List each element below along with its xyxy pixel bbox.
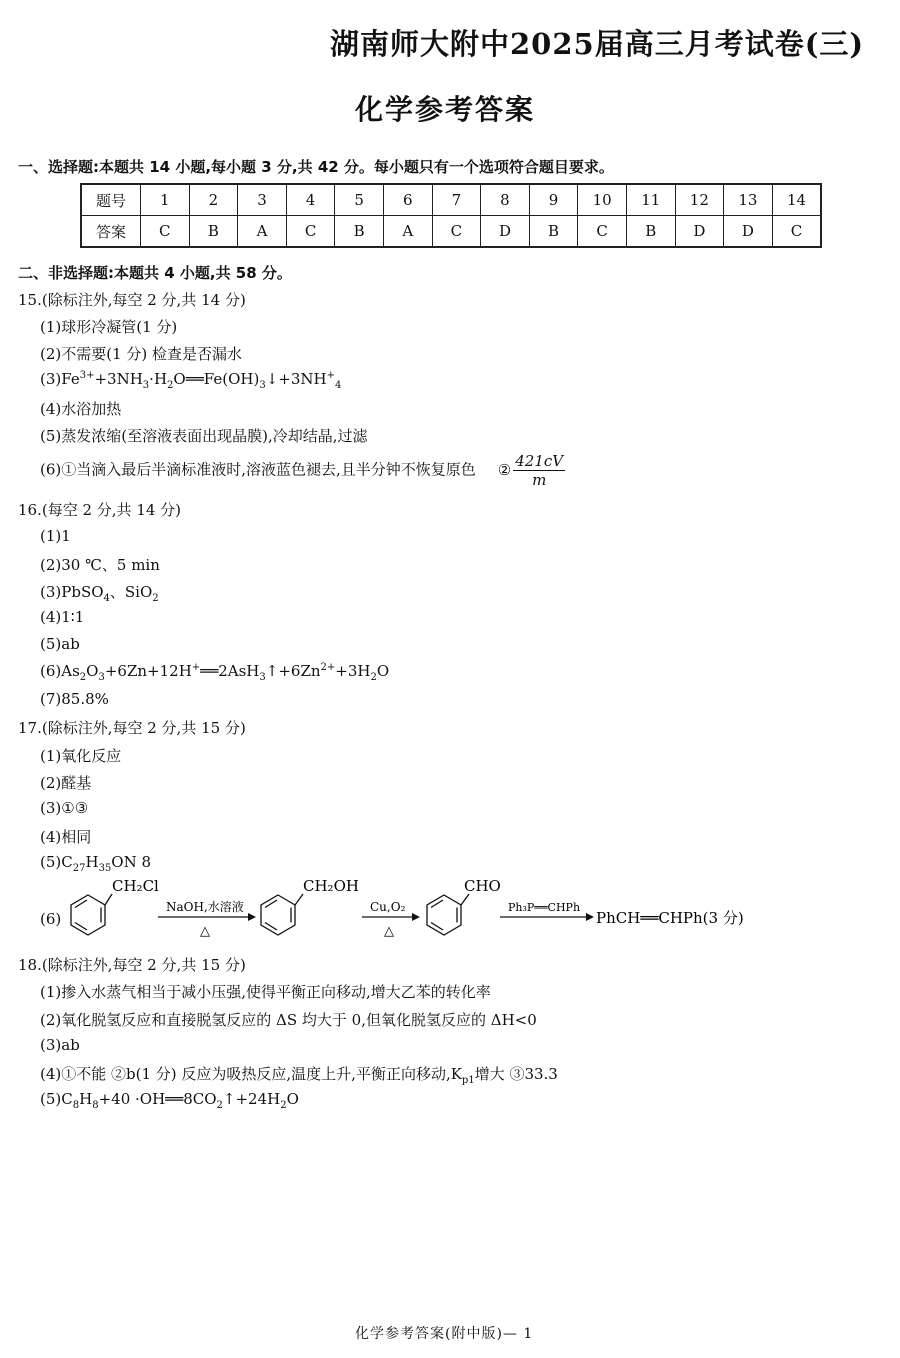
table-cell: C xyxy=(578,216,627,248)
q15-answer-5: (5)蒸发浓缩(至溶液表面出现晶膜),冷却结晶,过滤 xyxy=(40,427,368,445)
substituent-1: CH₂Cl xyxy=(112,877,159,895)
arrow-2-heat: △ xyxy=(384,924,394,939)
fraction xyxy=(513,452,565,489)
formula-sup: 2+ xyxy=(320,662,336,673)
formula-sub: 4 xyxy=(103,593,110,604)
formula-sub: 2 xyxy=(280,1100,287,1111)
table-cell: 12 xyxy=(675,184,724,216)
q17-answer-1: (1)氧化反应 xyxy=(40,747,122,765)
formula-sub: 3 xyxy=(259,672,266,683)
formula-text: (4)①不能 ②b(1 分) 反应为吸热反应,温度上升,平衡正向移动,K xyxy=(40,1065,462,1083)
formula-text: (3)Fe xyxy=(40,370,80,388)
formula-text: ══2AsH xyxy=(200,662,260,680)
table-row-label: 答案 xyxy=(81,216,141,248)
q15-answer-3 xyxy=(40,370,341,391)
table-cell: B xyxy=(626,216,675,248)
answer-table xyxy=(80,183,822,248)
table-cell: 3 xyxy=(238,184,287,216)
formula-text: +3H xyxy=(335,662,371,680)
table-cell: 1 xyxy=(141,184,190,216)
q15-answer-4: (4)水浴加热 xyxy=(40,400,122,418)
q17-answer-2: (2)醛基 xyxy=(40,774,92,792)
table-row-answers xyxy=(81,216,821,248)
table-cell: 5 xyxy=(335,184,384,216)
q15-answer-2: (2)不需要(1 分) 检查是否漏水 xyxy=(40,345,243,363)
arrow-2-condition: Cu,O₂ xyxy=(370,900,406,914)
formula-sub: 2 xyxy=(216,1100,223,1111)
q16-heading: 16.(每空 2 分,共 14 分) xyxy=(18,501,182,519)
q17-answer-6-label: (6) xyxy=(40,910,62,928)
q16-answer-2: (2)30 ℃、5 min xyxy=(40,556,160,574)
formula-sup: + xyxy=(326,370,335,381)
table-cell: 4 xyxy=(286,184,335,216)
formula-text: H xyxy=(79,1090,93,1108)
formula-text: O xyxy=(286,1090,299,1108)
formula-text: +40 ·OH══8CO xyxy=(98,1090,217,1108)
formula-text: 增大 ③33.3 xyxy=(474,1065,558,1083)
formula-sup: 3+ xyxy=(79,370,95,381)
benzene-ring-1 xyxy=(71,894,112,935)
table-cell: B xyxy=(335,216,384,248)
formula-sub: p1 xyxy=(461,1075,475,1086)
synthesis-route xyxy=(60,875,900,950)
formula-sub: 2 xyxy=(370,672,377,683)
formula-text: ·H xyxy=(149,370,168,388)
formula-sub: 3 xyxy=(142,380,150,391)
substituent-2: CH₂OH xyxy=(303,877,359,895)
q16-answer-3 xyxy=(40,581,159,604)
formula-text: +6Zn+12H xyxy=(104,662,192,680)
table-cell: C xyxy=(141,216,190,248)
formula-text: ② xyxy=(497,460,512,479)
fraction-denominator: m xyxy=(532,471,547,489)
arrow-2 xyxy=(362,913,420,921)
table-cell: 14 xyxy=(772,184,821,216)
formula-sup: + xyxy=(191,662,201,673)
formula-text: (3)PbSO xyxy=(40,583,104,601)
q17-heading: 17.(除标注外,每空 2 分,共 15 分) xyxy=(18,719,246,737)
benzene-ring-3 xyxy=(427,894,469,935)
q18-heading: 18.(除标注外,每空 2 分,共 15 分) xyxy=(18,956,246,974)
q16-answer-1: (1)1 xyxy=(40,527,71,545)
table-cell: D xyxy=(724,216,773,248)
formula-text: (5)C xyxy=(40,1090,73,1108)
formula-sub: 2 xyxy=(152,593,159,604)
table-cell: 2 xyxy=(189,184,238,216)
formula-sub: 8 xyxy=(92,1100,99,1111)
q17-answer-3: (3)①③ xyxy=(40,799,89,817)
formula-text: O══Fe(OH) xyxy=(173,370,260,388)
table-row-label: 题号 xyxy=(81,184,141,216)
formula-text: ↑+24H xyxy=(222,1090,281,1108)
formula-sub: 4 xyxy=(334,380,342,391)
table-cell: B xyxy=(529,216,578,248)
table-cell: 13 xyxy=(724,184,773,216)
formula-sub: 35 xyxy=(98,863,112,874)
formula-sub: 3 xyxy=(98,672,105,683)
table-cell: 8 xyxy=(481,184,530,216)
section2-heading: 二、非选择题:本题共 4 小题,共 58 分。 xyxy=(18,264,292,282)
q18-answer-1: (1)掺入水蒸气相当于减小压强,使得平衡正向移动,增大乙苯的转化率 xyxy=(40,983,491,1001)
q16-answer-7: (7)85.8% xyxy=(40,690,109,708)
benzene-ring-2 xyxy=(261,894,303,935)
table-cell: D xyxy=(481,216,530,248)
fraction-numerator: 421cV xyxy=(515,452,564,470)
q18-answer-5 xyxy=(40,1090,299,1111)
formula-sub: 2 xyxy=(167,380,174,391)
q17-answer-4: (4)相同 xyxy=(40,828,92,846)
q15-answer-1: (1)球形冷凝管(1 分) xyxy=(40,318,178,336)
formula-text: O xyxy=(376,662,390,680)
final-product: PhCH══CHPh(3 分) xyxy=(596,909,744,927)
substituent-3: CHO xyxy=(464,877,501,895)
table-cell: A xyxy=(238,216,287,248)
formula-text: ↓+3NH xyxy=(265,370,327,388)
arrow-3 xyxy=(500,913,594,921)
table-cell: C xyxy=(286,216,335,248)
formula-text: +3NH xyxy=(94,370,143,388)
q15-answer-6 xyxy=(40,452,565,489)
page-footer: 化学参考答案(附中版)— 1 xyxy=(355,1326,534,1342)
table-cell: D xyxy=(675,216,724,248)
q15-heading: 15.(除标注外,每空 2 分,共 14 分) xyxy=(18,291,246,309)
table-cell: C xyxy=(772,216,821,248)
formula-text: (5)C xyxy=(40,853,73,871)
table-cell: C xyxy=(432,216,481,248)
q16-answer-5: (5)ab xyxy=(40,635,80,653)
formula-text: (6)As xyxy=(40,662,80,680)
table-cell: 6 xyxy=(383,184,432,216)
formula-text: O xyxy=(86,662,99,680)
formula-text: ↑+6Zn xyxy=(265,662,321,680)
q16-answer-4: (4)1∶1 xyxy=(40,608,85,626)
q18-answer-3: (3)ab xyxy=(40,1036,80,1054)
table-cell: 7 xyxy=(432,184,481,216)
arrow-3-condition: Ph₃P══CHPh xyxy=(508,901,581,914)
formula-text: H xyxy=(85,853,99,871)
table-cell: 10 xyxy=(578,184,627,216)
arrow-1-heat: △ xyxy=(200,924,210,939)
arrow-1 xyxy=(158,913,256,921)
q16-answer-6 xyxy=(40,662,389,683)
q18-answer-4 xyxy=(40,1063,558,1086)
q18-answer-2: (2)氧化脱氢反应和直接脱氢反应的 ΔS 均大于 0,但氧化脱氢反应的 ΔH<0 xyxy=(40,1011,537,1029)
formula-text: 、SiO xyxy=(109,583,153,601)
table-cell: B xyxy=(189,216,238,248)
table-row-numbers xyxy=(81,184,821,216)
subject-title: 化学参考答案 xyxy=(355,93,536,126)
formula-sub: 2 xyxy=(79,672,87,683)
arrow-1-condition: NaOH,水溶液 xyxy=(166,900,244,914)
formula-sub: 3 xyxy=(259,380,266,391)
school-title: 湖南师大附中2025届高三月考试卷(三) xyxy=(330,27,865,61)
section1-heading: 一、选择题:本题共 14 小题,每小题 3 分,共 42 分。每小题只有一个选项符合题目要求。 xyxy=(18,158,614,176)
formula-sub: 8 xyxy=(72,1100,80,1111)
formula-sub: 27 xyxy=(72,863,86,874)
table-cell: 11 xyxy=(626,184,675,216)
formula-text: ON 8 xyxy=(111,853,152,871)
q17-answer-5 xyxy=(40,853,151,874)
formula-text: (6)①当滴入最后半滴标准液时,溶液蓝色褪去,且半分钟不恢复原色 xyxy=(40,460,476,479)
table-cell: A xyxy=(383,216,432,248)
table-cell: 9 xyxy=(529,184,578,216)
